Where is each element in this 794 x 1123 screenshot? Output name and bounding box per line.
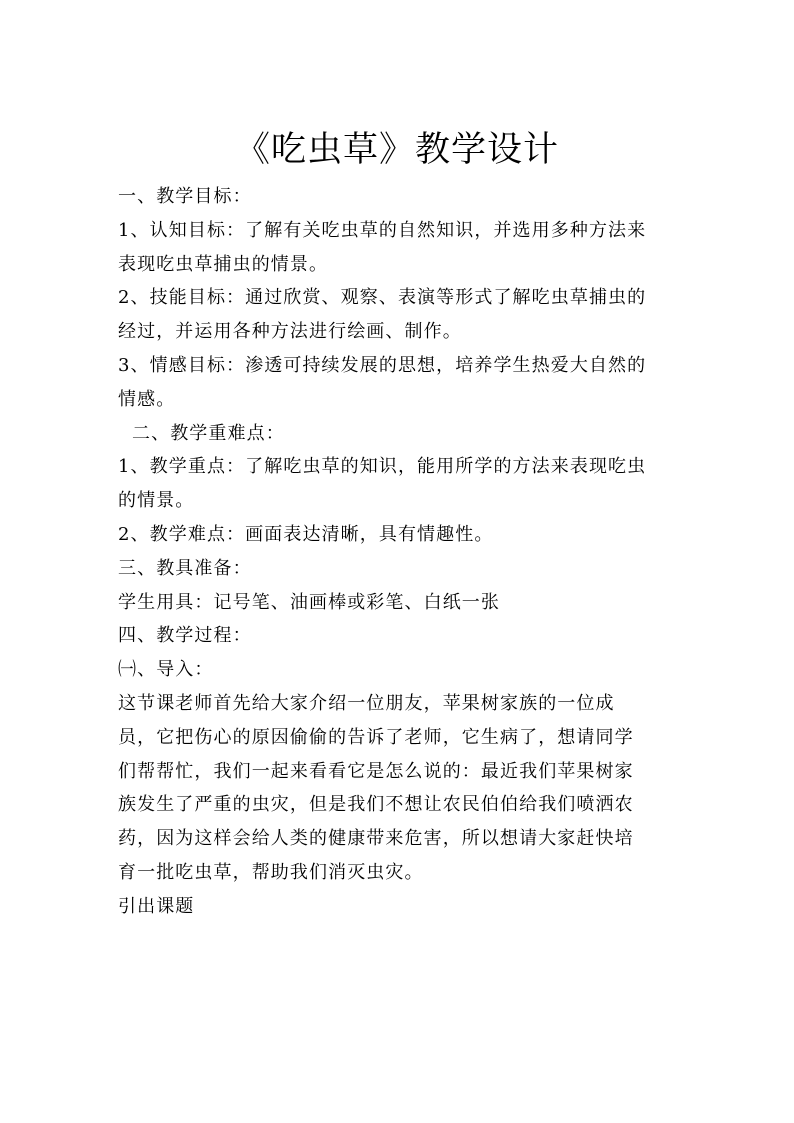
- section-heading-process: 四、教学过程：: [118, 625, 252, 647]
- document-body: [118, 180, 678, 924]
- paragraph-line: 药，因为这样会给人类的健康带来危害，所以想请大家赶快培: [118, 828, 634, 850]
- section-heading-key-points: 二、教学重难点：: [132, 422, 285, 444]
- paragraph-line: 1、教学重点：了解吃虫草的知识，能用所学的方法来表现吃虫: [118, 456, 647, 478]
- paragraph-line: 情感。: [118, 388, 176, 410]
- paragraph-line: 3、情感目标：渗透可持续发展的思想，培养学生热爱大自然的: [118, 354, 647, 376]
- paragraph-line: 育一批吃虫草，帮助我们消灭虫灾。: [118, 861, 424, 883]
- paragraph-line: 员，它把伤心的原因偷偷的告诉了老师，它生病了，想请同学: [118, 726, 634, 748]
- paragraph-line: 的情景。: [118, 490, 195, 512]
- section-heading-materials: 三、教具准备：: [118, 557, 252, 579]
- subsection-heading-intro: ㈠、导入：: [118, 659, 214, 681]
- paragraph-line: 引出课题: [118, 895, 195, 917]
- document-title: 《吃虫草》教学设计: [234, 130, 559, 170]
- paragraph-line: 经过，并运用各种方法进行绘画、制作。: [118, 321, 462, 343]
- section-heading-objectives: 一、教学目标：: [118, 186, 252, 207]
- paragraph-line: 1、认知目标：了解有关吃虫草的自然知识，并选用多种方法来: [118, 219, 647, 241]
- paragraph-line: 族发生了严重的虫灾，但是我们不想让农民伯伯给我们喷洒农: [118, 794, 634, 816]
- paragraph-line: 表现吃虫草捕虫的情景。: [118, 253, 329, 275]
- paragraph-line: 2、教学难点：画面表达清晰，具有情趣性。: [118, 523, 494, 545]
- paragraph-line: 2、技能目标：通过欣赏、观察、表演等形式了解吃虫草捕虫的: [118, 287, 647, 309]
- paragraph-line: 这节课老师首先给大家介绍一位朋友，苹果树家族的一位成: [118, 692, 615, 714]
- paragraph-line: 们帮帮忙，我们一起来看看它是怎么说的：最近我们苹果树家: [118, 760, 634, 782]
- paragraph-line: 学生用具：记号笔、油画棒或彩笔、白纸一张: [118, 591, 500, 613]
